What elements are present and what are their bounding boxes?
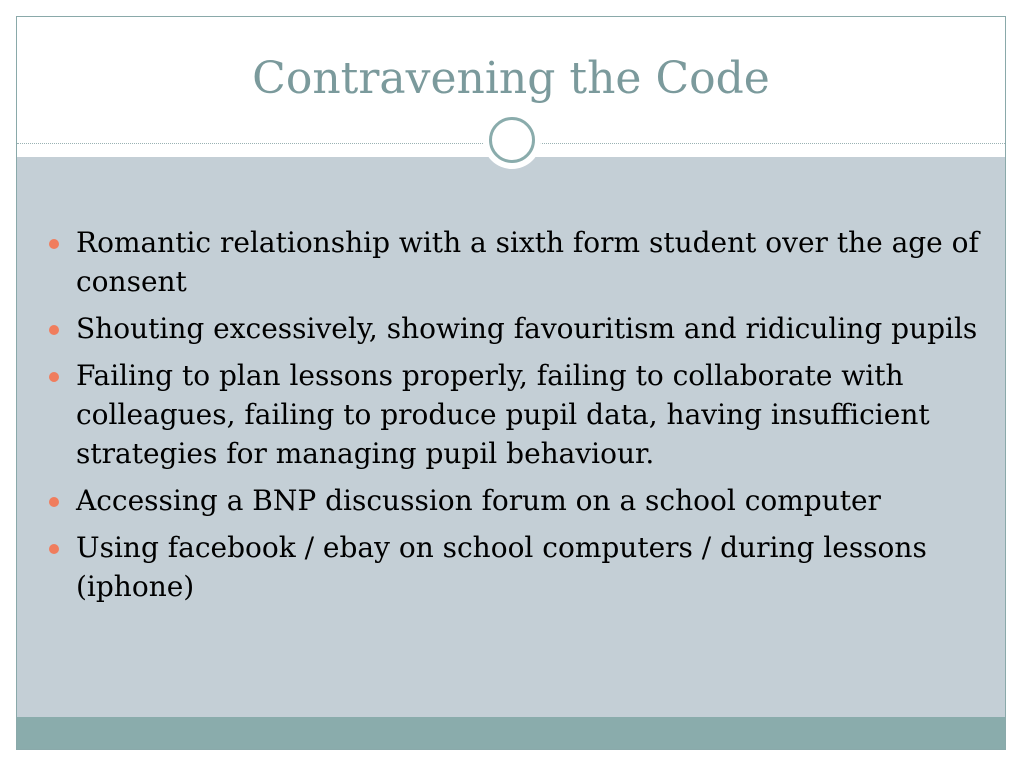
bullet-icon bbox=[49, 497, 59, 507]
bullet-item bbox=[49, 309, 979, 348]
bullet-icon bbox=[49, 372, 59, 382]
bullet-item bbox=[49, 223, 979, 301]
footer-band bbox=[17, 717, 1005, 750]
bullet-text: Failing to plan lessons properly, failing to collaborate with colleagues, failing to produce pupil data, having insufficient strategies for managing pupil behaviour. bbox=[76, 359, 930, 470]
slide-title: Contravening the Code bbox=[252, 53, 770, 104]
bullet-item bbox=[49, 481, 979, 520]
bullet-icon bbox=[49, 239, 59, 249]
bullet-icon bbox=[49, 325, 59, 335]
circle-ring-icon bbox=[489, 117, 535, 163]
bullet-list bbox=[49, 223, 979, 614]
bullet-text: Accessing a BNP discussion forum on a school computer bbox=[76, 484, 881, 517]
bullet-item bbox=[49, 356, 979, 473]
bullet-text: Shouting excessively, showing favouritism and ridiculing pupils bbox=[76, 312, 978, 345]
bullet-text: Using facebook / ebay on school computers / during lessons (iphone) bbox=[76, 531, 927, 603]
slide bbox=[16, 16, 1006, 750]
bullet-text: Romantic relationship with a sixth form student over the age of consent bbox=[76, 226, 979, 298]
bullet-icon bbox=[49, 544, 59, 554]
bullet-item bbox=[49, 528, 979, 606]
